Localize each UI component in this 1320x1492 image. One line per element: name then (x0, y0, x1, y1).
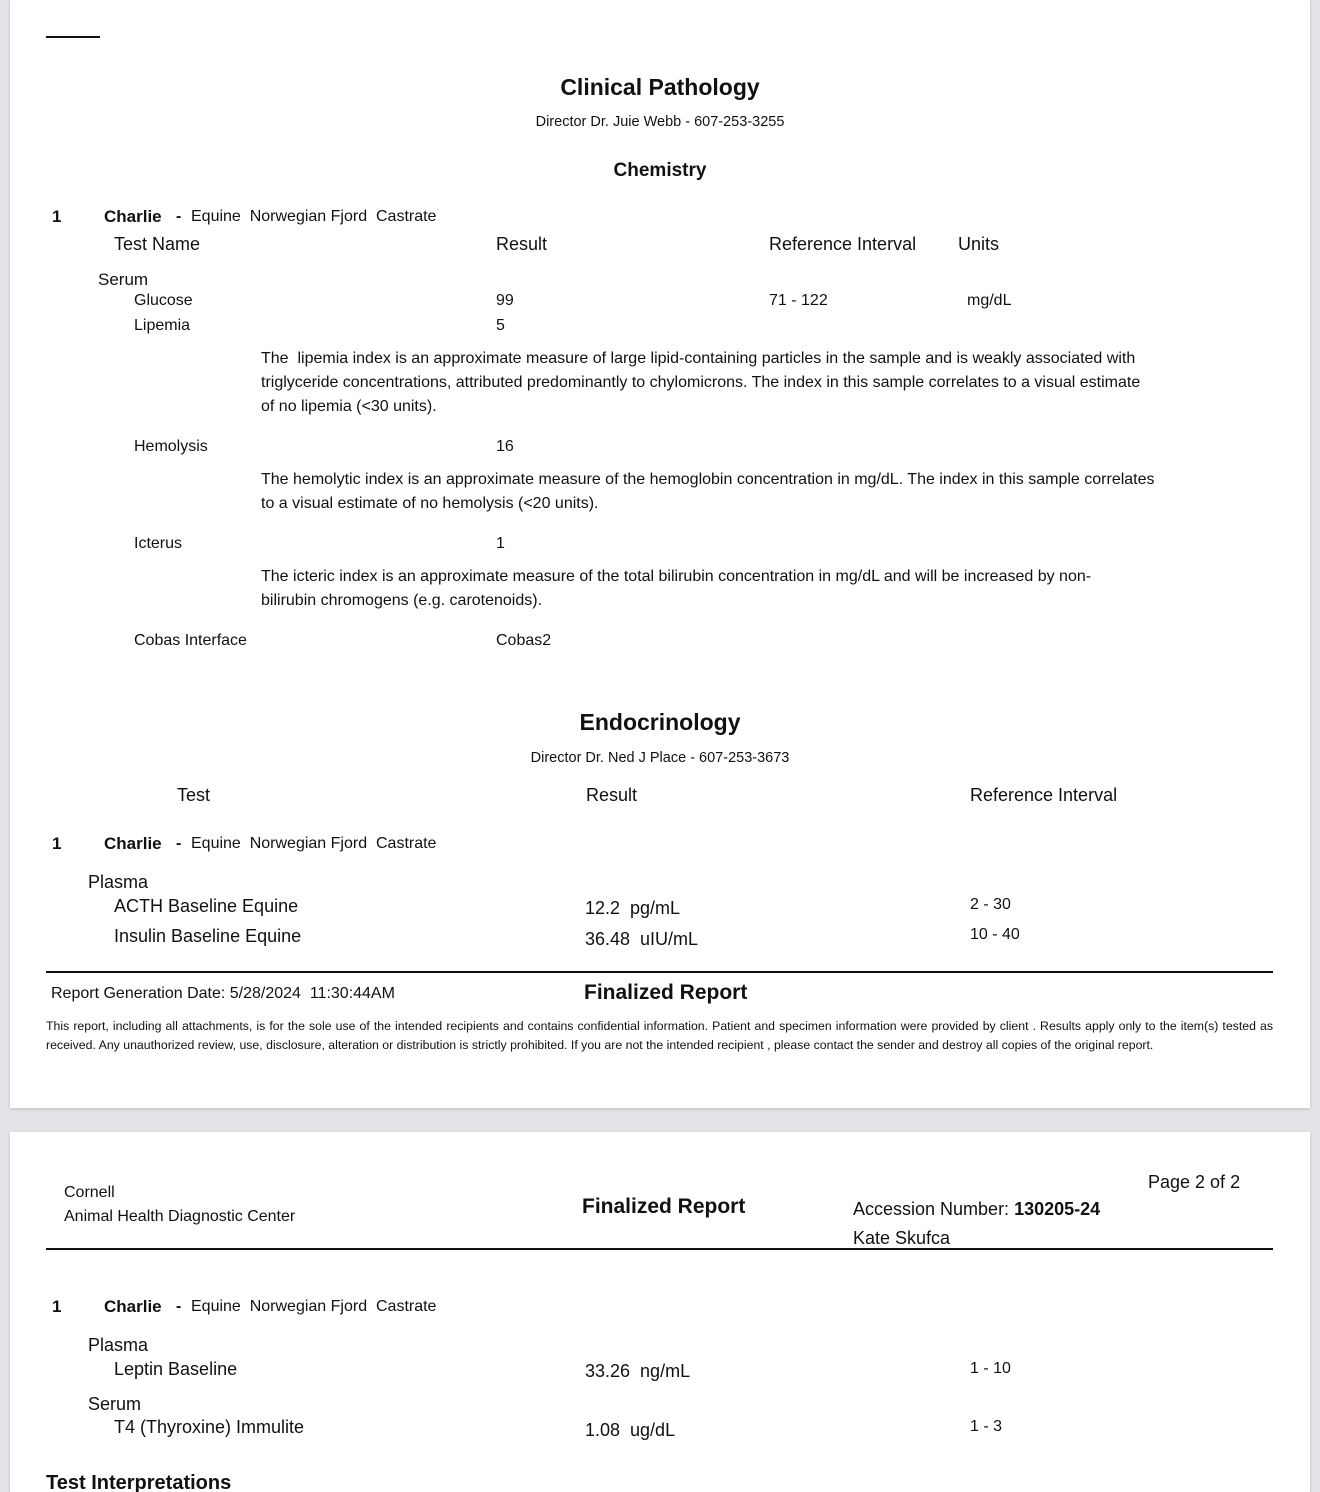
report-page-2 (10, 1132, 1310, 1492)
patient-number: 1 (52, 1297, 62, 1316)
patient-description: Equine Norwegian Fjord Castrate (191, 1298, 437, 1315)
test-name: Glucose (134, 292, 193, 309)
test-reference: 1 - 10 (970, 1360, 1011, 1377)
header-reference-interval: Reference Interval (769, 234, 917, 254)
test-result: 1 (496, 535, 505, 552)
test-reference: 2 - 30 (970, 896, 1011, 913)
org-name: Cornell (64, 1184, 115, 1201)
footer-rule (46, 971, 1273, 973)
client-name: Kate Skufca (853, 1228, 951, 1248)
report-page-1 (10, 0, 1310, 1108)
test-result: 12.2 pg/mL (585, 898, 681, 918)
header-rule (46, 1248, 1273, 1250)
org-subname: Animal Health Diagnostic Center (64, 1208, 296, 1225)
test-result: 16 (496, 438, 514, 455)
patient-name: Charlie (104, 207, 162, 226)
patient-name: Charlie (104, 1297, 162, 1316)
accession-label: Accession Number: (853, 1199, 1010, 1219)
header-test-name: Test Name (114, 234, 201, 254)
top-rule (46, 36, 100, 38)
header-result: Result (496, 234, 548, 254)
page-number: Page 2 of 2 (1148, 1172, 1241, 1192)
header-test: Test (177, 785, 211, 805)
clinical-pathology-title: Clinical Pathology (560, 74, 760, 100)
disclaimer-text: This report, including all attachments, is for the sole use of the intended recipients and contains confidential information. Patient and specimen information were provided by client . Results apply only to the item(s) tested as received. Any unauthorized review, use, disclosure, alteration or distribution is strictly prohibited. If you are not the intended recipient , please contact the sender and destroy all copies of the original report. (46, 1019, 1273, 1052)
test-interpretations-title: Test Interpretations (46, 1472, 232, 1492)
test-name: Cobas Interface (134, 632, 247, 649)
test-units: mg/dL (967, 292, 1012, 309)
test-name: Icterus (134, 535, 183, 552)
test-name: ACTH Baseline Equine (114, 896, 299, 916)
patient-name: Charlie (104, 834, 162, 853)
specimen-label: Plasma (88, 1335, 149, 1355)
test-name: Leptin Baseline (114, 1359, 238, 1379)
patient-dash: - (176, 1298, 182, 1315)
hemolysis-note: The hemolytic index is an approximate measure of the hemoglobin concentration in mg/dL. The index in this sample correlates to a visual estimate of no hemolysis (<20 units). (261, 471, 1155, 512)
header-reference-interval: Reference Interval (970, 785, 1118, 805)
report-generation-date: Report Generation Date: 5/28/2024 11:30:44AM (51, 985, 395, 1002)
endocrinology-title: Endocrinology (579, 709, 741, 735)
patient-number: 1 (52, 834, 62, 853)
patient-description: Equine Norwegian Fjord Castrate (191, 208, 437, 225)
test-result: Cobas2 (496, 632, 552, 649)
specimen-label: Serum (88, 1394, 142, 1414)
test-reference: 1 - 3 (970, 1418, 1003, 1435)
clinical-pathology-director: Director Dr. Juie Webb - 607-253-3255 (535, 114, 785, 130)
test-reference: 71 - 122 (769, 292, 828, 309)
test-result: 36.48 uIU/mL (585, 929, 699, 949)
specimen-label: Serum (98, 270, 149, 289)
test-result: 1.08 ug/dL (585, 1420, 676, 1440)
header-units: Units (958, 234, 1000, 254)
test-reference: 10 - 40 (970, 926, 1020, 943)
test-name: Hemolysis (134, 438, 208, 455)
finalized-report-label: Finalized Report (584, 981, 748, 1004)
chemistry-title: Chemistry (613, 160, 707, 181)
specimen-label: Plasma (88, 872, 149, 892)
patient-number: 1 (52, 207, 62, 226)
patient-dash: - (176, 835, 182, 852)
patient-description: Equine Norwegian Fjord Castrate (191, 835, 437, 852)
test-name: Lipemia (134, 317, 191, 334)
icterus-note: The icteric index is an approximate measure of the total bilirubin concentration in mg/dL and will be increased by non-bilirubin chromogens (e.g. carotenoids). (261, 568, 1092, 609)
test-result: 99 (496, 292, 514, 309)
test-result: 5 (496, 317, 505, 334)
lipemia-note: The lipemia index is an approximate measure of large lipid-containing particles in the sample and is weakly associated with triglyceride concentrations, attributed predominantly to chylomicrons. The index in this sample correlates to a visual estimate of no lipemia (<30 units). (261, 350, 1145, 415)
finalized-report-label: Finalized Report (582, 1195, 746, 1218)
endocrinology-director: Director Dr. Ned J Place - 607-253-3673 (530, 750, 790, 766)
header-result: Result (586, 785, 638, 805)
patient-dash: - (176, 208, 182, 225)
test-name: Insulin Baseline Equine (114, 926, 302, 946)
accession-number: 130205-24 (1014, 1199, 1101, 1219)
accession-line (853, 1199, 1100, 1220)
test-name: T4 (Thyroxine) Immulite (114, 1417, 305, 1437)
test-result: 33.26 ng/mL (585, 1361, 691, 1381)
